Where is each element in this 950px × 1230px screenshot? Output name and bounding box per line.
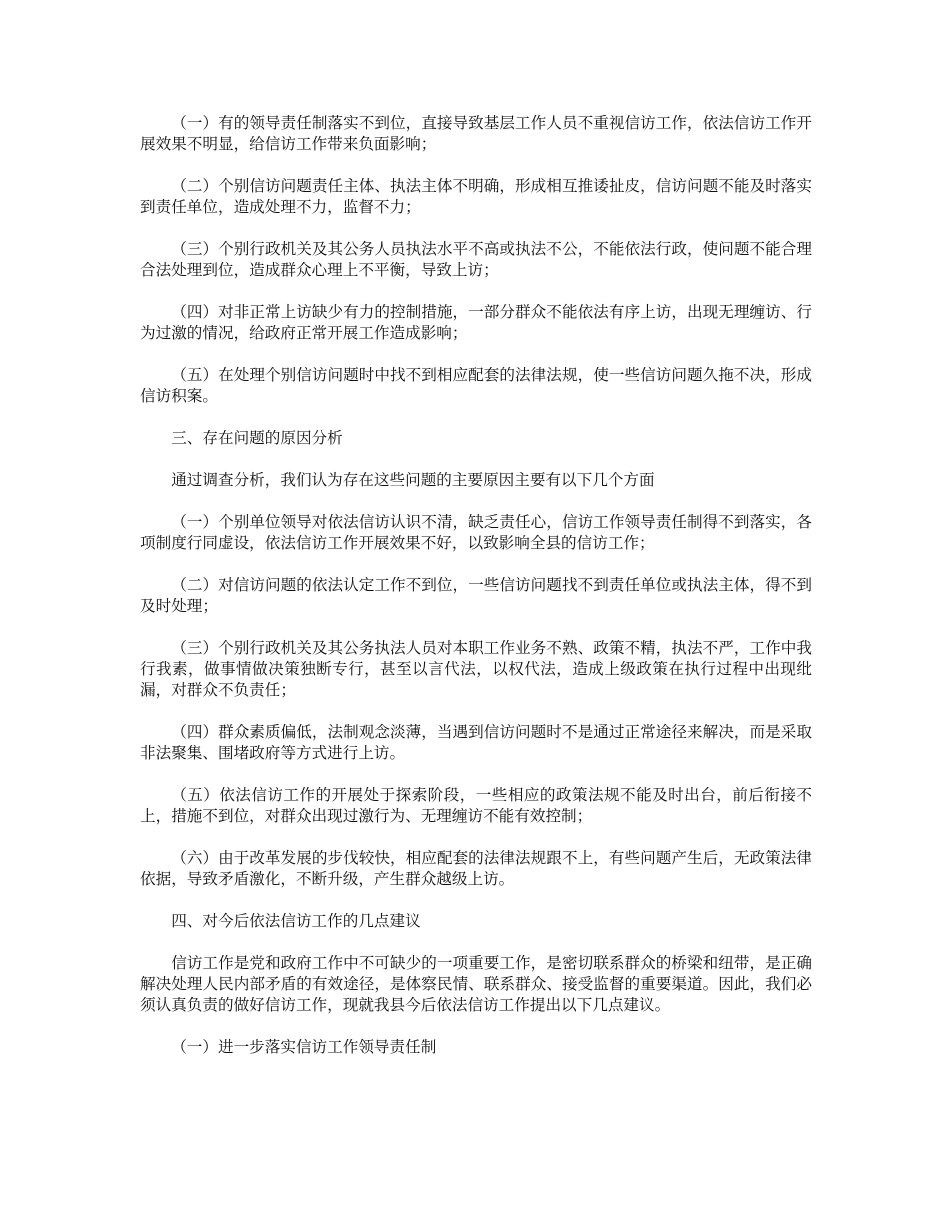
paragraph-1: （一）有的领导责任制落实不到位，直接导致基层工作人员不重视信访工作，依法信访工作开展效果不明显，给信访工作带来负面影响；	[140, 114, 812, 153]
paragraph-7: （一）个别单位领导对依法信访认识不清，缺乏责任心，信访工作领导责任制得不到落实，各项制度行同虚设，依法信访工作开展效果不好，以致影响全县的信访工作；	[140, 513, 812, 552]
section-heading-4: 四、对今后依法信访工作的几点建议	[171, 912, 421, 930]
paragraph-9: （三）个别行政机关及其公务执法人员对本职工作业务不熟、政策不精，执法不严，工作中我行我素，做事情做决策独断专行，甚至以言代法，以权代法，造成上级政策在执行过程中出现纰漏，对群众不负责任；	[140, 639, 812, 699]
paragraph-4: （四）对非正常上访缺少有力的控制措施，一部分群众不能依法有序上访，出现无理缠访、行为过激的情况，给政府正常开展工作造成影响；	[140, 303, 812, 342]
paragraph-5: （五）在处理个别信访问题时中找不到相应配套的法律法规，使一些信访问题久拖不决，形成信访积案。	[140, 366, 812, 405]
section-heading-3: 三、存在问题的原因分析	[171, 429, 343, 447]
paragraph-12: （六）由于改革发展的步伐较快，相应配套的法律法规跟不上，有些问题产生后，无政策法律依据，导致矛盾激化，不断升级，产生群众越级上访。	[140, 849, 812, 888]
paragraph-11: （五）依法信访工作的开展处于探索阶段，一些相应的政策法规不能及时出台，前后衔接不上，措施不到位，对群众出现过激行为、无理缠访不能有效控制；	[140, 786, 812, 825]
paragraph-13: 信访工作是党和政府工作中不可缺少的一项重要工作，是密切联系群众的桥梁和纽带，是正确解决处理人民内部矛盾的有效途径，是体察民情、联系群众、接受监督的重要渠道。因此，我们必须认真负责的做好信访工作，现就我县今后依法信访工作提出以下几点建议。	[140, 954, 812, 1014]
paragraph-2: （二）个别信访问题责任主体、执法主体不明确，形成相互推诿扯皮，信访问题不能及时落实到责任单位，造成处理不力，监督不力；	[140, 177, 812, 216]
paragraph-10: （四）群众素质偏低，法制观念淡薄，当遇到信访问题时不是通过正常途径来解决，而是采取非法聚集、围堵政府等方式进行上访。	[140, 723, 812, 762]
paragraph-3: （三）个别行政机关及其公务人员执法水平不高或执法不公，不能依法行政，使问题不能合理合法处理到位，造成群众心理上不平衡，导致上访；	[140, 240, 812, 279]
document-body	[140, 113, 812, 1079]
paragraph-6: 通过调查分析，我们认为存在这些问题的主要原因主要有以下几个方面	[171, 471, 655, 489]
paragraph-8: （二）对信访问题的依法认定工作不到位，一些信访问题找不到责任单位或执法主体，得不到及时处理；	[140, 576, 812, 615]
paragraph-14: （一）进一步落实信访工作领导责任制	[171, 1038, 437, 1056]
